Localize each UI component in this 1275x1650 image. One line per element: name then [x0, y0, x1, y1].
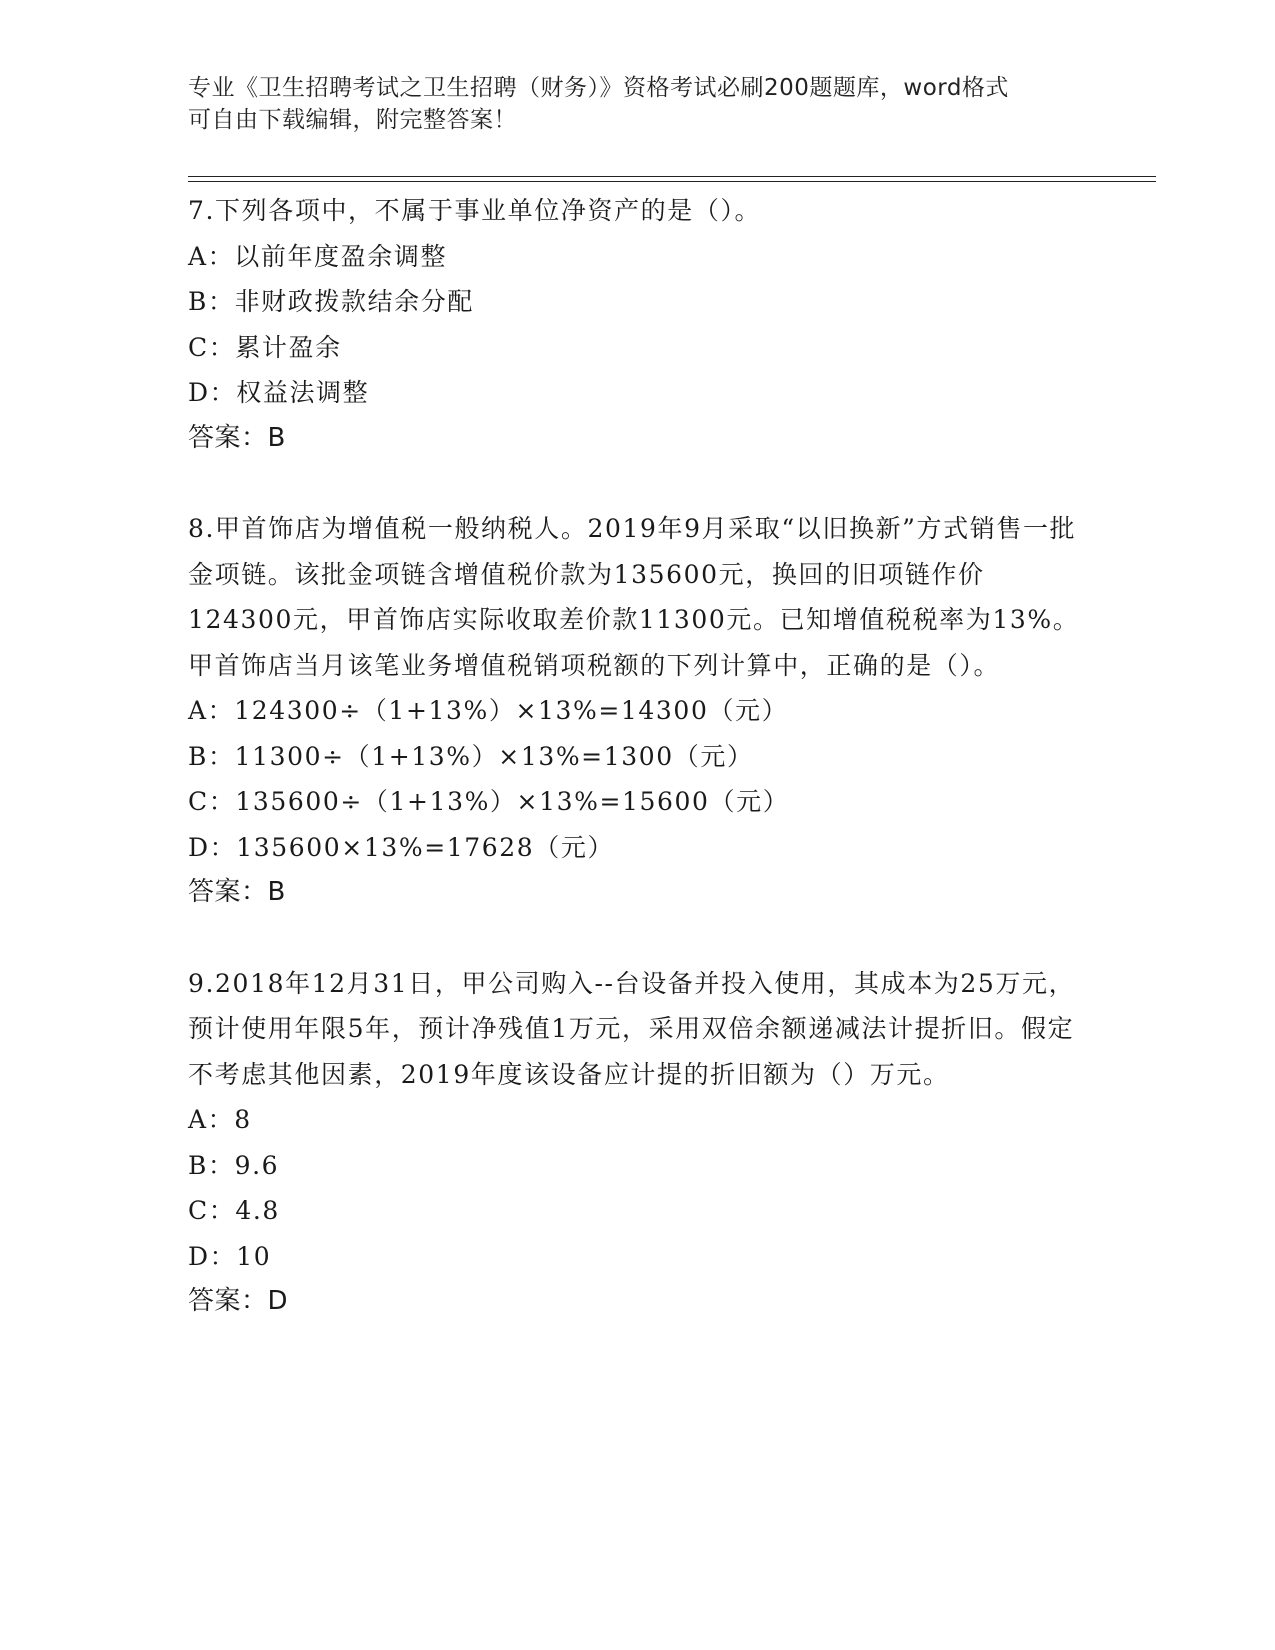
header-divider-bottom	[188, 181, 1156, 182]
question-list	[188, 188, 1088, 1325]
option-d: D：10	[188, 1241, 272, 1271]
question-9	[188, 961, 1088, 1325]
question-8	[188, 506, 1088, 916]
option-a: A：8	[188, 1105, 252, 1134]
option-a: A：124300÷（1+13%）×13%=14300（元）	[188, 696, 789, 725]
option-c: C：135600÷（1+13%）×13%=15600（元）	[188, 787, 790, 816]
header-divider-top	[188, 176, 1156, 177]
header-line-1: 专业《卫生招聘考试之卫生招聘（财务）》资格考试必刷200题题库，word格式	[188, 75, 1009, 101]
option-d: D：权益法调整	[188, 378, 370, 407]
option-c: C：累计盈余	[188, 332, 342, 362]
question-spacer	[188, 916, 1088, 961]
answer-line: 答案：B	[188, 422, 286, 453]
document-header	[188, 72, 1088, 136]
question-spacer	[188, 461, 1088, 506]
answer-line: 答案：D	[188, 1286, 289, 1316]
option-d: D：135600×13%=17628（元）	[188, 832, 615, 862]
question-stem: 7.下列各项中，不属于事业单位净资产的是（）。	[188, 196, 762, 225]
question-7	[188, 188, 1088, 461]
answer-line: 答案：B	[188, 877, 286, 907]
option-c: C：4.8	[188, 1196, 280, 1225]
option-b: B：11300÷（1+13%）×13%=1300（元）	[188, 741, 754, 771]
question-stem: 8.甲首饰店为增值税一般纳税人。2019年9月采取“以旧换新”方式销售一批金项链。该批金项链含增值税价款为135600元，换回的旧项链作价124300元，甲首饰店实际收取差价款11300元。已知增值税税率为13%。甲首饰店当月该笔业务增值税销项税额的下列计算中，正确的是（）。	[188, 514, 1080, 680]
header-line-2: 可自由下载编辑，附完整答案！	[188, 107, 517, 133]
question-stem: 9.2018年12月31日，甲公司购入--台设备并投入使用，其成本为25万元，预计使用年限5年，预计净残值1万元，采用双倍余额递减法计提折旧。假定不考虑其他因素，2019年度该设备应计提的折旧额为（）万元。	[188, 968, 1076, 1089]
option-b: B：9.6	[188, 1150, 280, 1180]
option-a: A：以前年度盈余调整	[188, 241, 448, 271]
option-b: B：非财政拨款结余分配	[188, 287, 474, 316]
